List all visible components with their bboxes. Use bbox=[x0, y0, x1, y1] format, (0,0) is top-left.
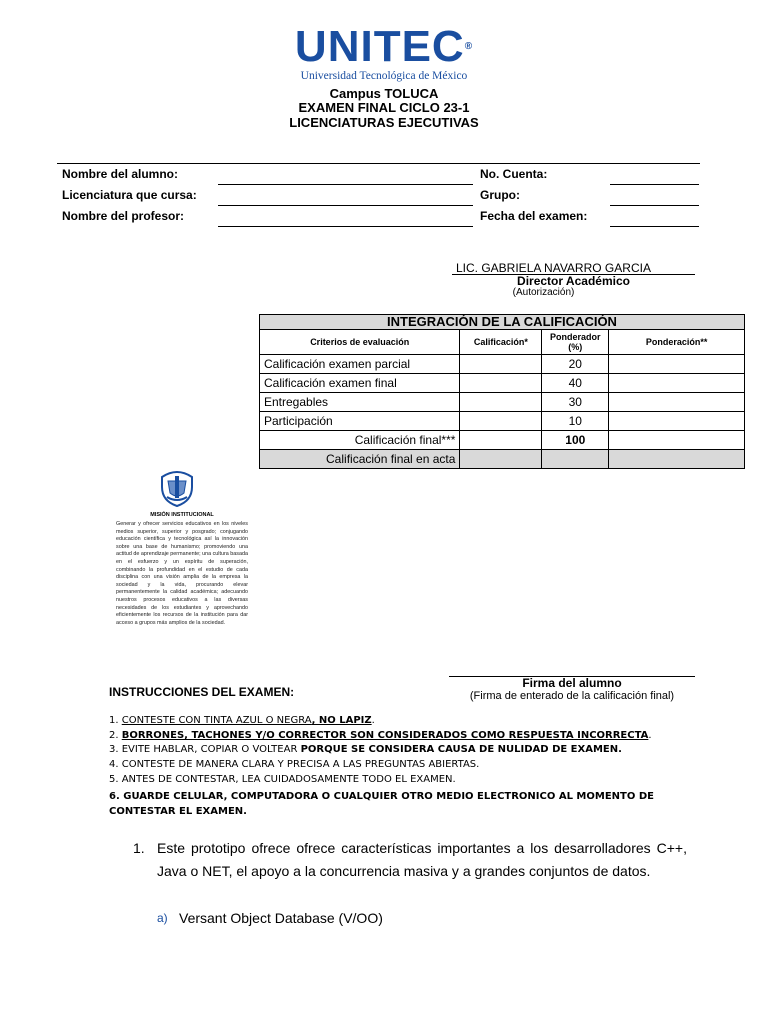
program-title: LICENCIATURAS EJECUTIVAS bbox=[289, 115, 479, 130]
weighting-cell[interactable] bbox=[609, 412, 745, 431]
final-grade-cell[interactable] bbox=[460, 431, 542, 450]
fields-top-rule bbox=[57, 163, 700, 164]
option-letter: a) bbox=[157, 911, 168, 925]
instruction-2-end: . bbox=[648, 730, 652, 741]
acta-weight-cell bbox=[542, 450, 609, 469]
exam-date-field[interactable] bbox=[610, 226, 699, 227]
acta-weighting-cell[interactable] bbox=[609, 450, 745, 469]
weight-cell: 20 bbox=[542, 355, 609, 374]
student-name-label: Nombre del alumno: bbox=[62, 167, 179, 181]
grades-title: INTEGRACIÓN DE LA CALIFICACIÓN bbox=[260, 315, 745, 330]
logo-text: UNITEC bbox=[294, 22, 465, 71]
weighting-cell[interactable] bbox=[609, 355, 745, 374]
degree-label: Licenciatura que cursa: bbox=[62, 188, 197, 202]
professor-field[interactable] bbox=[218, 226, 473, 227]
unitec-logo bbox=[0, 22, 768, 72]
group-label: Grupo: bbox=[480, 188, 520, 202]
instruction-1-end: . bbox=[371, 715, 375, 726]
table-row bbox=[260, 355, 745, 374]
logo-subtitle: Universidad Tecnológica de México bbox=[300, 70, 468, 82]
grade-cell[interactable] bbox=[460, 355, 542, 374]
acta-grade-row bbox=[260, 450, 745, 469]
account-field[interactable] bbox=[610, 184, 699, 185]
criterion-cell: Calificación examen final bbox=[260, 374, 460, 393]
instruction-2-number: 2. bbox=[109, 730, 122, 741]
instruction-1 bbox=[109, 715, 375, 726]
final-grade-label: Calificación final*** bbox=[260, 431, 460, 450]
mission-text: Generar y ofrecer servicios educativos en los niveles medios superior, superior y posgrado; conjugando educación científica y tecnológica así la innovación sobre una base de humanismo; promoviendo una actitud de aprendizaje permanente; una cultura basada en el esfuerzo y un espíritu de superación, combinando la profundidad en el estudio de cada disciplina con una visión amplia de la empresa la sociedad y la vida, procurando elevar permanentemente la calidad académica; adecuando nuestros procesos educativos a las diversas necesidades de los estudiantes y aprovechando eficientemente los recursos de la institución para dar acceso a grupos más amplios de la sociedad. bbox=[116, 521, 248, 626]
option-a[interactable]: Versant Object Database (V/OO) bbox=[179, 910, 383, 926]
table-row bbox=[260, 412, 745, 431]
signature-label: Firma del alumno bbox=[522, 676, 622, 690]
instruction-3-bold: PORQUE SE CONSIDERA CAUSA DE NULIDAD DE EXAMEN. bbox=[300, 744, 622, 755]
director-note: (Autorización) bbox=[512, 287, 575, 298]
question-number: 1. bbox=[133, 840, 145, 856]
table-row bbox=[260, 393, 745, 412]
instruction-2-text: BORRONES, TACHONES Y/O CORRECTOR SON CONSIDERADOS COMO RESPUESTA INCORRECTA bbox=[121, 730, 649, 741]
col-weighting: Ponderación** bbox=[609, 330, 745, 355]
weight-cell: 30 bbox=[542, 393, 609, 412]
grade-cell[interactable] bbox=[460, 412, 542, 431]
director-title: Director Académico bbox=[517, 274, 630, 288]
registered-mark: ® bbox=[464, 41, 474, 52]
instruction-3-text: 3. EVITE HABLAR, COPIAR O VOLTEAR bbox=[109, 744, 301, 755]
exam-date-label: Fecha del examen: bbox=[480, 209, 588, 223]
instruction-1-no-pencil: , NO LAPIZ bbox=[311, 715, 372, 726]
instruction-4: 4. CONTESTE DE MANERA CLARA Y PRECISA A LAS PREGUNTAS ABIERTAS. bbox=[109, 759, 480, 770]
degree-field[interactable] bbox=[218, 205, 473, 206]
student-name-field[interactable] bbox=[218, 184, 473, 185]
weighting-cell[interactable] bbox=[609, 393, 745, 412]
final-weighting-cell[interactable] bbox=[609, 431, 745, 450]
grades-title-row bbox=[260, 315, 745, 330]
director-name: LIC. GABRIELA NAVARRO GARCIA bbox=[456, 261, 651, 275]
campus-title: Campus TOLUCA bbox=[329, 86, 439, 101]
weight-cell: 40 bbox=[542, 374, 609, 393]
instruction-5: 5. ANTES DE CONTESTAR, LEA CUIDADOSAMENTE TODO EL EXAMEN. bbox=[109, 774, 456, 785]
col-grade: Calificación* bbox=[460, 330, 542, 355]
table-row bbox=[260, 374, 745, 393]
weighting-cell[interactable] bbox=[609, 374, 745, 393]
instruction-6: 6. GUARDE CELULAR, COMPUTADORA O CUALQUIER OTRO MEDIO ELECTRONICO AL MOMENTO DE CONTESTAR EL EXAMEN. bbox=[109, 791, 654, 817]
criterion-cell: Calificación examen parcial bbox=[260, 355, 460, 374]
final-grade-row bbox=[260, 431, 745, 450]
criterion-cell: Participación bbox=[260, 412, 460, 431]
unitec-seal-icon bbox=[158, 467, 196, 507]
instruction-2 bbox=[109, 730, 652, 741]
mission-title: MISIÓN INSTITUCIONAL bbox=[150, 512, 214, 518]
col-criteria: Criterios de evaluación bbox=[260, 330, 460, 355]
acta-grade-label: Calificación final en acta bbox=[260, 450, 460, 469]
col-weight: Ponderador (%) bbox=[542, 330, 609, 355]
instruction-3 bbox=[109, 744, 622, 755]
grade-cell[interactable] bbox=[460, 374, 542, 393]
signature-note: (Firma de enterado de la calificación final) bbox=[469, 690, 675, 702]
instructions-title: INSTRUCCIONES DEL EXAMEN: bbox=[109, 685, 295, 699]
grades-table bbox=[259, 314, 745, 469]
group-field[interactable] bbox=[610, 205, 699, 206]
weight-cell: 10 bbox=[542, 412, 609, 431]
final-weight-cell: 100 bbox=[542, 431, 609, 450]
grades-header-row bbox=[260, 330, 745, 355]
criterion-cell: Entregables bbox=[260, 393, 460, 412]
professor-label: Nombre del profesor: bbox=[62, 209, 185, 223]
instruction-1-ink: CONTESTE CON TINTA AZUL O NEGRA bbox=[121, 715, 312, 726]
grade-cell[interactable] bbox=[460, 393, 542, 412]
question-text: Este prototipo ofrece ofrece características importantes a los desarrolladores C++, Java o NET, el apoyo a la concurrencia masiva y a grandes conjuntos de datos. bbox=[157, 840, 687, 879]
acta-grade-cell[interactable] bbox=[460, 450, 542, 469]
instruction-1-number: 1. bbox=[109, 715, 122, 726]
exam-title: EXAMEN FINAL CICLO 23-1 bbox=[298, 100, 470, 115]
account-label: No. Cuenta: bbox=[480, 167, 548, 181]
